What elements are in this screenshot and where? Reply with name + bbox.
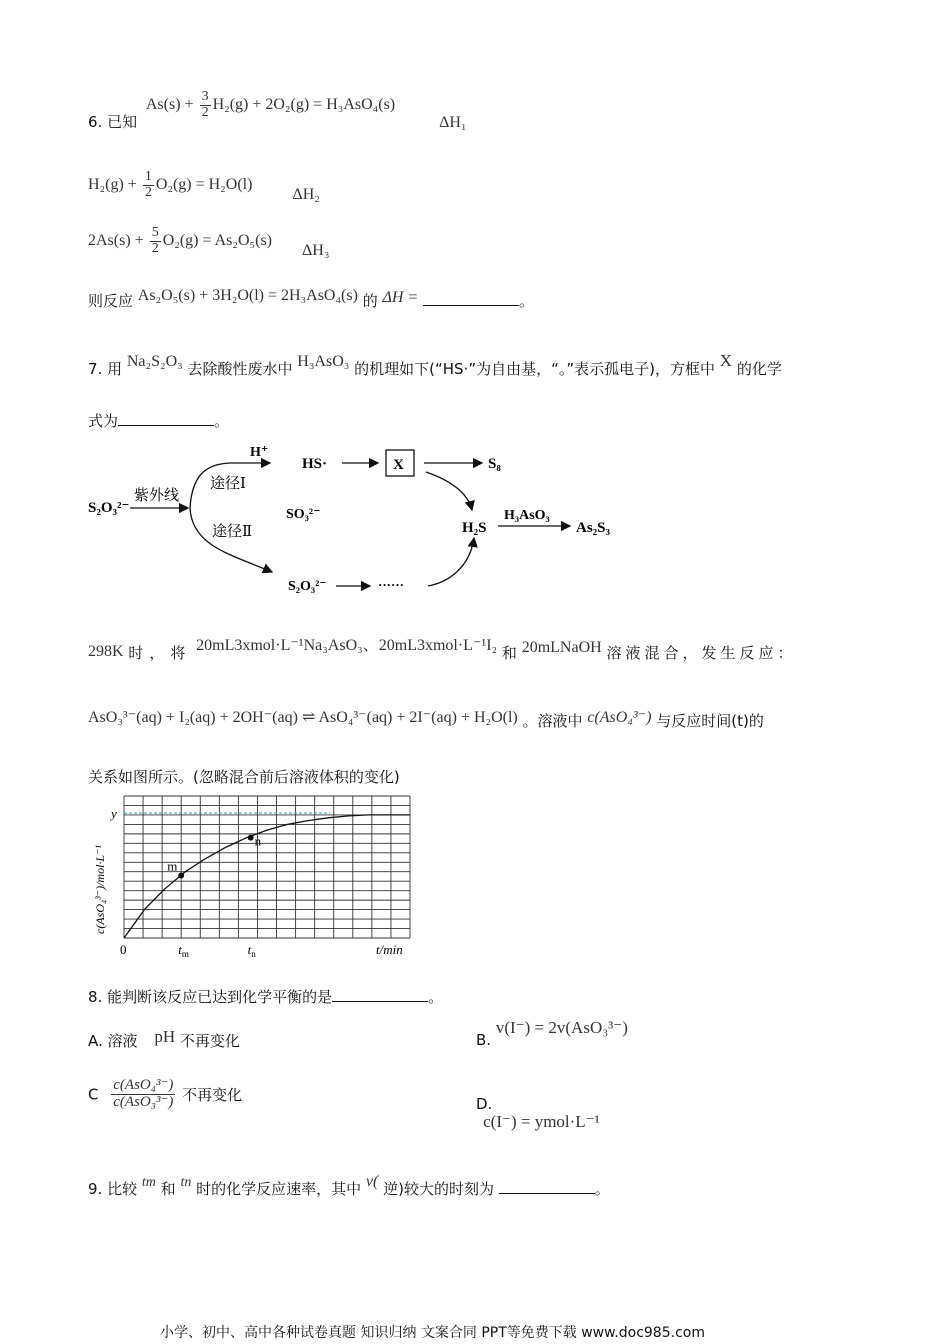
mech-uv-label: 紫外线 [134,488,180,504]
q9-answer-blank [499,1181,595,1194]
q6-ask-eq: As₂O₅(s) + 3H₂O(l) = 2H₃AsO₄(s) [137,287,358,304]
chart-origin-label: 0 [120,942,127,957]
mech-h3aso3: H₃AsO₃ [504,508,550,523]
q9-line: 9. 比较 tm 和 tn 时的化学反应速率，其中 v( 逆)较大的时刻为 。 [88,1173,610,1198]
chart-tick-tn: $t_n$ [247,942,256,959]
chart-y-axis-label: c(AsO₄³⁻)/mol·L⁻¹ [93,844,107,934]
q8-option-b[interactable]: B. v(I⁻) = 2v(AsO₃³⁻) [476,1018,628,1049]
concentration-chart [84,788,424,970]
mech-path1: 途径Ⅰ [210,476,246,492]
mech-h2s: H₂S [462,520,487,536]
q6-eq1: As(s) + $\frac{3}{2}$ H₂(g) + 2O₂(g) = H₃AsO₄(s) [145,89,396,120]
mech-s2o3-b: S₂O₃²⁻ [288,579,327,594]
chart-y-marker: y [111,806,117,822]
q6-dh2: ΔH₂ [292,185,320,203]
mech-dots: ······ [378,577,405,592]
q7-h3aso3: H₃AsO₃ [297,353,350,370]
q6-answer-blank [423,293,519,306]
q6-dh1: ΔH₁ [439,113,467,131]
q7-line1: 7. 用 Na₂S₂O₃ 去除酸性废水中 H₃AsO₃ 的机理如下(“HS·”为自由基，“。”表示孤电子)，方框中 X 的化学 [88,351,782,378]
q6-label: 6. 已知 [88,112,138,131]
intro-line2: AsO₃³⁻(aq) + I₂(aq) + 2OH⁻(aq) ⇌ AsO₄³⁻(aq) + 2I⁻(aq) + H₂O(l) 。溶液中 c(AsO₄³⁻) 与反应时间(t)的 [88,709,764,730]
mechanism-diagram [80,436,640,606]
q7-line2: 式为 。 [88,412,230,430]
chart-tick-tm: $t_m$ [178,942,189,959]
mech-branch-curve-2 [190,508,272,572]
intro-temp: 298K [88,643,124,660]
q8-stem: 8. 能判断该反应已达到化学平衡的是 。 [88,988,444,1006]
q6-line1 [88,89,467,131]
q8-answer-blank [332,989,428,1002]
q7-x: X [719,351,733,370]
mech-arrow-x-h2s [426,472,472,510]
mech-x: X [393,457,404,473]
q6-dh3: ΔH₃ [302,241,330,259]
q6-eq2: H₂(g) + $\frac{1}{2}$ O₂(g) = H₂O(l) ΔH₂ [88,169,320,203]
chart-point-label-m: m [167,858,178,874]
chart-x-axis-label: t/min [376,942,403,957]
intro-conc: c(AsO₄³⁻) [587,709,652,726]
intro-reaction: AsO₃³⁻(aq) + I₂(aq) + 2OH⁻(aq) ⇌ AsO₄³⁻(aq) + 2I⁻(aq) + H₂O(l) [88,709,518,726]
q7-na2s2o3: Na₂S₂O₃ [126,353,183,370]
intro-naoh: 20mLNaOH [521,639,602,656]
mech-hs: HS· [302,456,328,472]
q8-option-d[interactable]: D. c(I⁻) = ymol·L⁻¹ [476,1095,600,1131]
chart-point-n [248,835,254,841]
q8-option-c[interactable]: C $\frac{\text{c(AsO₄³⁻)}}{\text{c(AsO₃³⁻)}}$ 不再变化 [88,1077,243,1110]
q6-eq3: 2As(s) + $\frac{5}{2}$ O₂(g) = As₂O₅(s) ΔH₃ [88,225,330,259]
chart-curve [124,815,410,938]
chart-point-m [178,873,184,879]
intro-mix: 20mL3xmol·L⁻¹Na₃AsO₃、20mL3xmol·L⁻¹I₂ [196,637,498,654]
mech-so3: SO₃²⁻ [286,507,321,522]
mech-hplus: H⁺ [250,445,269,460]
mech-as2s3: As₂S₃ [576,520,611,536]
q6-ask: 则反应 As₂O₅(s) + 3H₂O(l) = 2H₃AsO₄(s) 的 ΔH = 。 [88,287,535,310]
mech-s8: S₈ [488,456,501,472]
chart-point-label-n: n [254,833,262,849]
mech-arrow-dots-h2s [428,538,474,586]
page-footer: 小学、初中、高中各种试卷真题 知识归纳 文案合同 PPT等免费下载 www.doc985.com [160,1325,705,1341]
q8-option-a[interactable]: A. 溶液 pH 不再变化 [88,1027,240,1050]
q6-ask-dh: ΔH = [382,289,419,306]
q7-answer-blank [118,413,214,426]
intro-line3: 关系如图所示。(忽略混合前后溶液体积的变化) [88,768,400,786]
mech-reactant: S₂O₃²⁻ [88,500,130,516]
intro-line1: 298K 时，将 20mL3xmol·L⁻¹Na₃AsO₃、20mL3xmol·L⁻¹I₂ 和 20mLNaOH 溶液混合，发生反应： [88,637,797,662]
mech-path2: 途径Ⅱ [212,524,253,540]
